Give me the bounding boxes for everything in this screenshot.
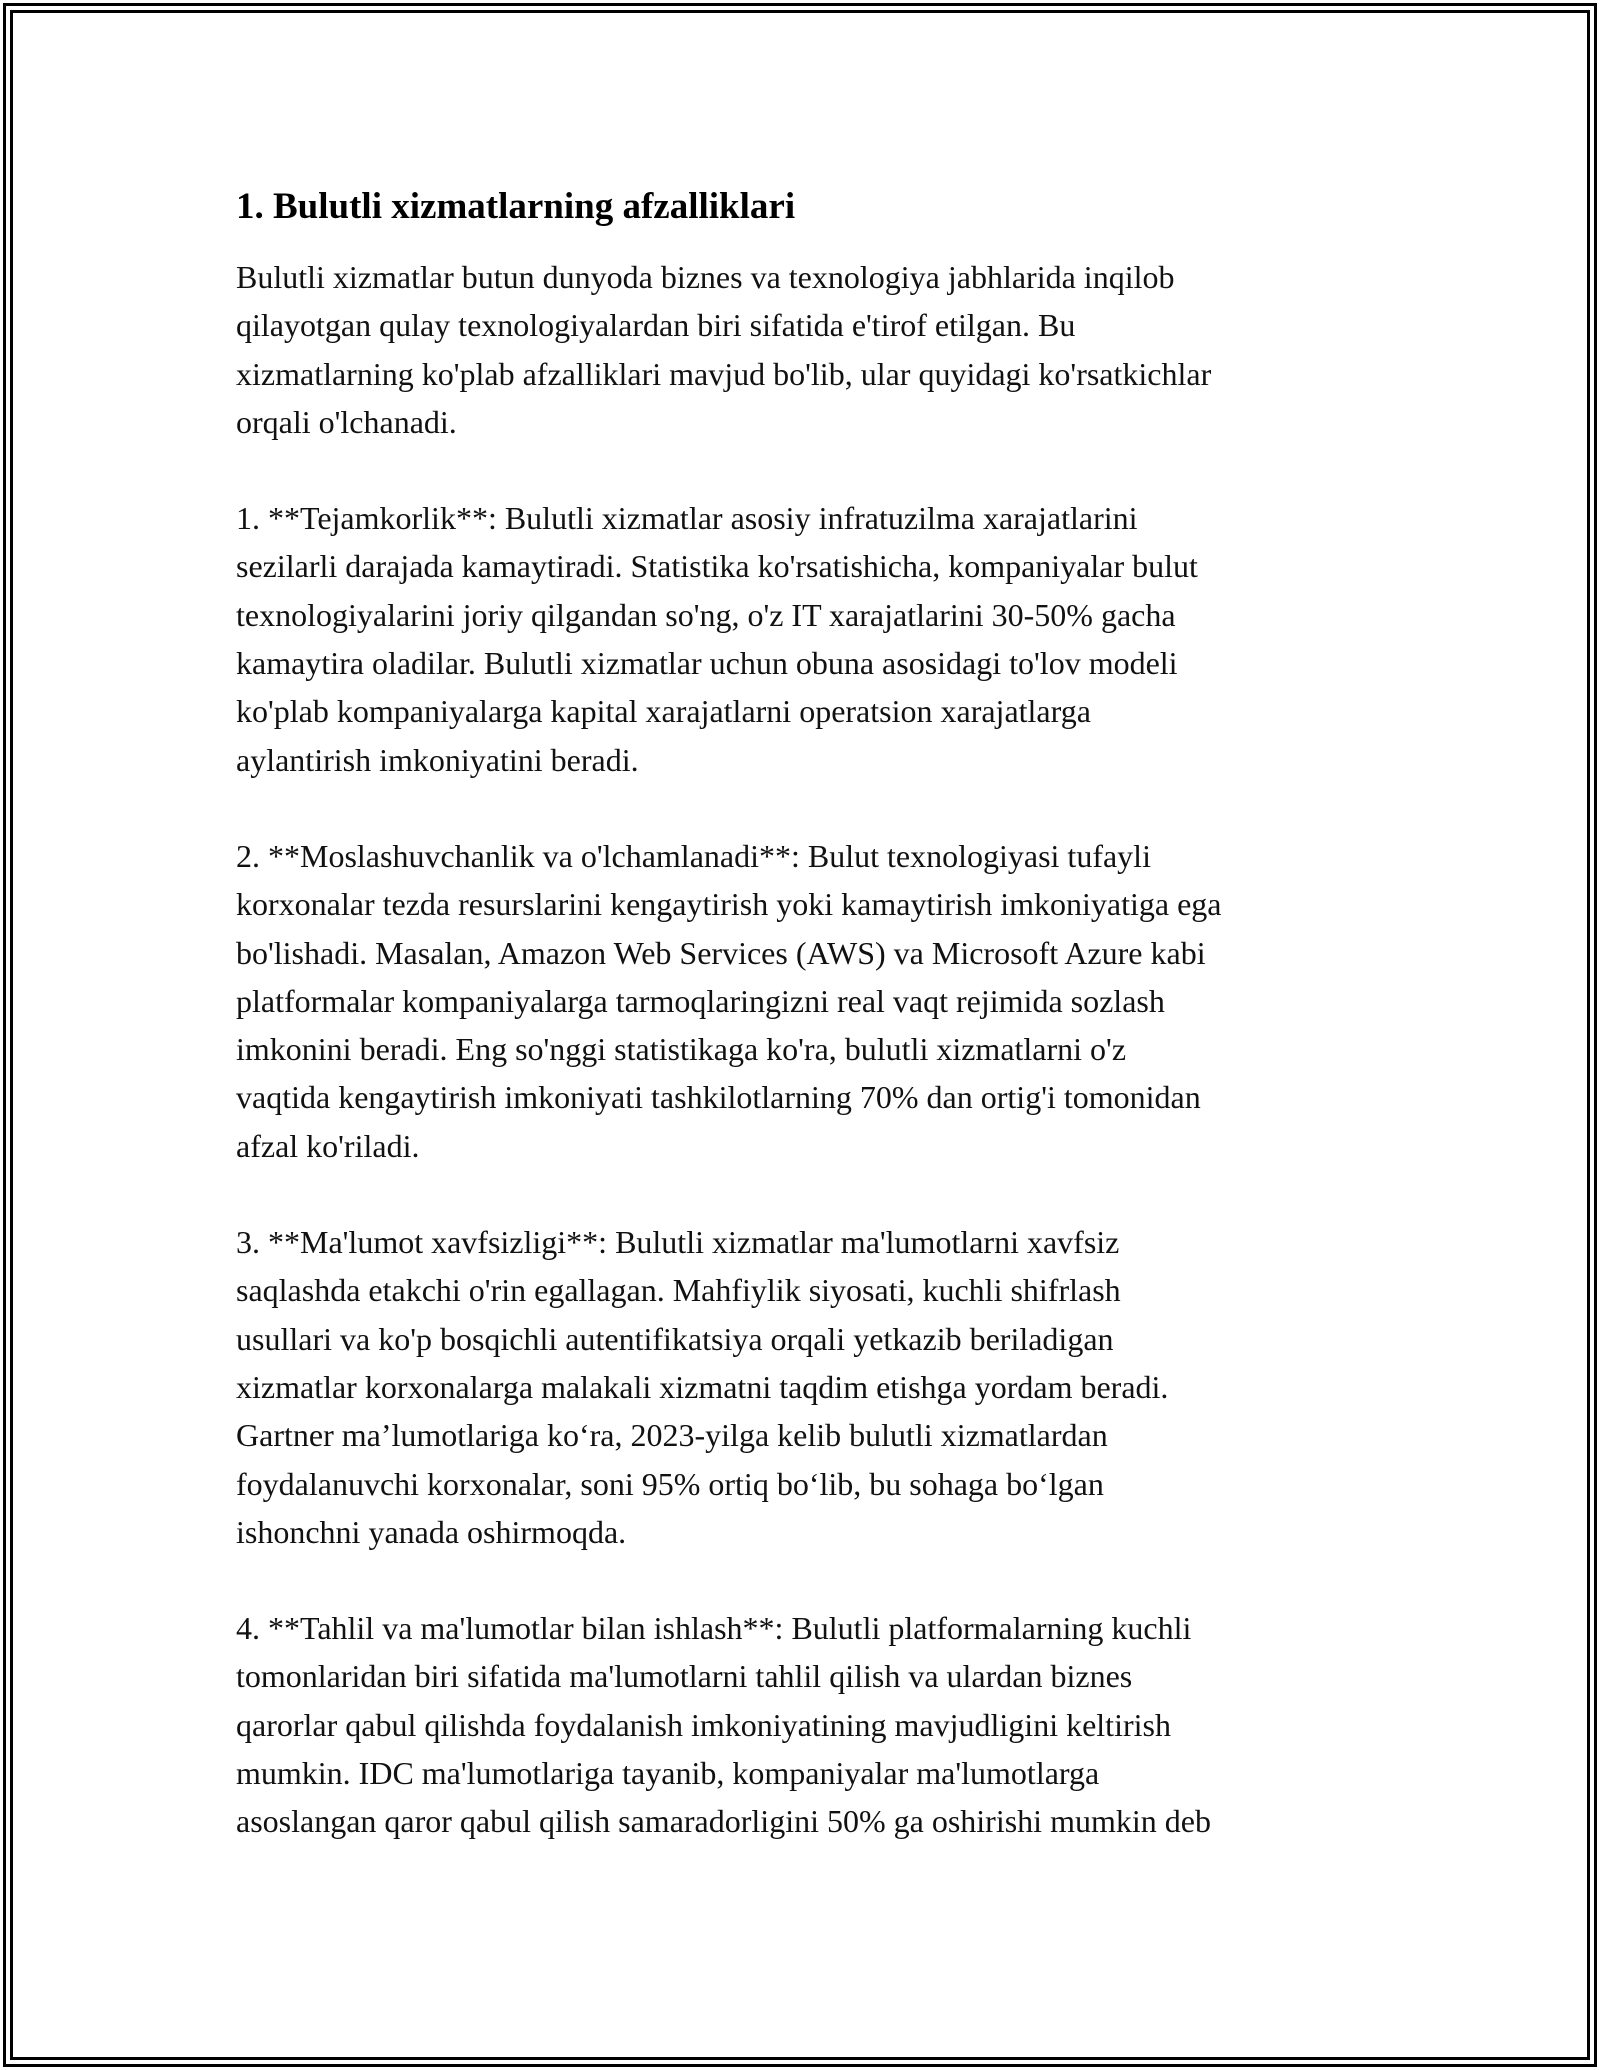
section-heading: 1. Bulutli xizmatlarning afzalliklari: [236, 186, 796, 227]
paragraph-line: usullari va ko'p bosqichli autentifikatsiya orqali yetkazib beriladigan: [236, 1320, 1114, 1357]
paragraph-line: asoslangan qaror qabul qilish samaradorligini 50% ga oshirishi mumkin deb: [236, 1803, 1211, 1840]
cost-efficiency-paragraph: [236, 494, 1376, 784]
document-body: [236, 183, 1376, 1846]
paragraph-line: imkonini beradi. Eng so'nggi statistikaga ko'ra, bulutli xizmatlarni o'z: [236, 1031, 1127, 1068]
paragraph-line: xizmatlar korxonalarga malakali xizmatni taqdim etishga yordam beradi.: [236, 1368, 1169, 1405]
paragraph-line: qarorlar qabul qilishda foydalanish imkoniyatining mavjudligini keltirish: [236, 1706, 1171, 1743]
paragraph-line: mumkin. IDC ma'lumotlariga tayanib, kompaniyalar ma'lumotlarga: [236, 1755, 1100, 1792]
paragraph-line: orqali o'lchanadi.: [236, 403, 457, 440]
flexibility-paragraph: [236, 832, 1376, 1170]
paragraph-line: vaqtida kengaytirish imkoniyati tashkilotlarning 70% dan ortig'i tomonidan: [236, 1079, 1201, 1116]
paragraph-line: afzal ko'riladi.: [236, 1127, 420, 1164]
intro-paragraph: [236, 253, 1376, 446]
paragraph-line: 1. **Tejamkorlik**: Bulutli xizmatlar asosiy infratuzilma xarajatlarini: [236, 500, 1138, 537]
paragraph-line: platformalar kompaniyalarga tarmoqlaringizni real vaqt rejimida sozlash: [236, 982, 1165, 1019]
paragraph-line: xizmatlarning ko'plab afzalliklari mavjud bo'lib, ular quyidagi ko'rsatkichlar: [236, 355, 1212, 392]
paragraph-line: ishonchni yanada oshirmoqda.: [236, 1513, 627, 1550]
paragraph-line: kamaytira oladilar. Bulutli xizmatlar uchun obuna asosidagi to'lov modeli: [236, 645, 1178, 682]
paragraph-line: ko'plab kompaniyalarga kapital xarajatlarni operatsion xarajatlarga: [236, 693, 1091, 730]
paragraph-line: Bulutli xizmatlar butun dunyoda biznes va texnologiya jabhlarida inqilob: [236, 259, 1175, 295]
paragraph-line: 4. **Tahlil va ma'lumotlar bilan ishlash**: Bulutli platformalarning kuchli: [236, 1610, 1192, 1647]
paragraph-line: tomonlaridan biri sifatida ma'lumotlarni tahlil qilish va ulardan biznes: [236, 1658, 1133, 1695]
paragraph-line: texnologiyalarini joriy qilgandan so'ng, o'z IT xarajatlarini 30-50% gacha: [236, 596, 1176, 633]
paragraph-line: bo'lishadi. Masalan, Amazon Web Services (AWS) va Microsoft Azure kabi: [236, 934, 1206, 971]
paragraph-line: 2. **Moslashuvchanlik va o'lchamlanadi**: Bulut texnologiyasi tufayli: [236, 837, 1151, 874]
paragraph-line: 3. **Ma'lumot xavfsizligi**: Bulutli xizmatlar ma'lumotlarni xavfsiz: [236, 1224, 1120, 1261]
paragraph-line: korxonalar tezda resurslarini kengaytirish yoki kamaytirish imkoniyatiga ega: [236, 886, 1222, 923]
paragraph-line: sezilarli darajada kamaytiradi. Statistika ko'rsatishicha, kompaniyalar bulut: [236, 548, 1198, 585]
paragraph-line: aylantirish imkoniyatini beradi.: [236, 741, 639, 778]
paragraph-line: saqlashda etakchi o'rin egallagan. Mahfiylik siyosati, kuchli shifrlash: [236, 1272, 1121, 1309]
paragraph-line: foydalanuvchi korxonalar, soni 95% ortiq bo‘lib, bu sohaga bo‘lgan: [236, 1465, 1104, 1502]
analytics-paragraph: [236, 1604, 1376, 1845]
paragraph-line: Gartner ma’lumotlariga ko‘ra, 2023-yilga kelib bulutli xizmatlardan: [236, 1417, 1108, 1454]
data-security-paragraph: [236, 1218, 1376, 1556]
paragraph-line: qilayotgan qulay texnologiyalardan biri sifatida e'tirof etilgan. Bu: [236, 307, 1076, 344]
